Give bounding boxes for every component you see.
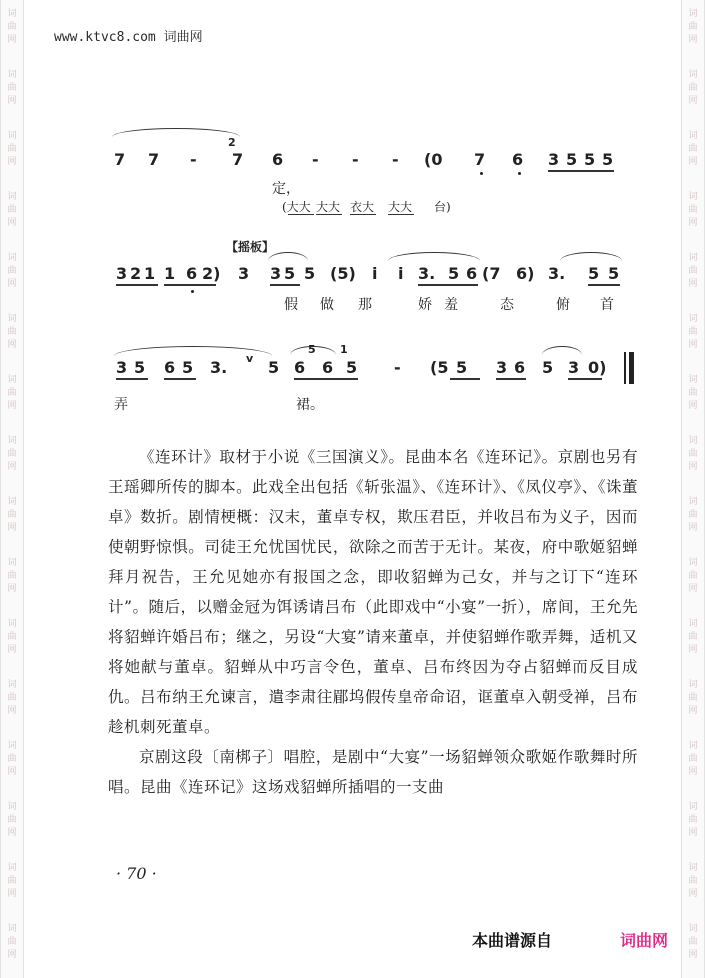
tempo-mark: 【摇板】: [226, 240, 275, 254]
dash: -: [394, 358, 401, 377]
note: 7: [114, 150, 126, 169]
dash: -: [352, 150, 359, 169]
note: (5: [430, 358, 449, 377]
watermark-text: 词 曲 网: [7, 558, 17, 594]
watermark-text: 词 曲 网: [688, 375, 698, 411]
underline: [548, 170, 584, 172]
underline: [450, 378, 480, 380]
tie-arc: [112, 128, 240, 137]
note: 0): [588, 358, 607, 377]
note: 5: [268, 358, 280, 377]
note: 5: [304, 264, 316, 283]
note: (0: [424, 150, 443, 169]
watermark-text: 词 曲 网: [688, 680, 698, 716]
lyric: 态: [500, 297, 514, 313]
note: 3.: [418, 264, 436, 283]
note: 7: [232, 150, 244, 169]
lyric: 俯: [556, 297, 570, 313]
note: 6): [516, 264, 535, 283]
note: 3: [270, 264, 282, 283]
percussion: (大大: [282, 200, 311, 214]
watermark-text: 词 曲 网: [688, 131, 698, 167]
note: 3.: [548, 264, 566, 283]
lyric: 裙。: [296, 397, 324, 413]
watermark-text: 词 曲 网: [7, 802, 17, 838]
lyric: 那: [358, 297, 372, 313]
percussion: 台): [434, 200, 451, 214]
note: 7: [148, 150, 160, 169]
watermark-text: 词 曲 网: [688, 497, 698, 533]
lyric: 羞: [444, 297, 458, 313]
dash: -: [190, 150, 197, 169]
low-dot: [191, 290, 194, 293]
lyric: 首: [600, 297, 614, 313]
watermark-text: 词 曲 网: [7, 70, 17, 106]
note: 3: [238, 264, 250, 283]
note: 6: [294, 358, 306, 377]
tie-arc: [388, 252, 480, 261]
underline: [164, 378, 196, 380]
body-text: [108, 442, 638, 802]
note: 2): [202, 264, 221, 283]
underline: [388, 214, 414, 215]
watermark-text: 词 曲 网: [688, 741, 698, 777]
page-number: · 70 ·: [116, 864, 157, 883]
watermark-text: 词 曲 网: [7, 314, 17, 350]
note: 5: [608, 264, 620, 283]
note: (7: [482, 264, 501, 283]
note: 5: [448, 264, 460, 283]
watermark-text: 词 曲 网: [7, 9, 17, 45]
barline-thick: [629, 352, 634, 384]
underline: [588, 284, 620, 286]
watermark-text: 词 曲 网: [7, 375, 17, 411]
watermark-text: 词 曲 网: [688, 70, 698, 106]
watermark-text: 词 曲 网: [7, 863, 17, 899]
watermark-text: 词 曲 网: [7, 741, 17, 777]
note: 3: [116, 264, 128, 283]
underline: [584, 170, 614, 172]
watermark-text: 词 曲 网: [688, 863, 698, 899]
note: 6: [186, 264, 198, 283]
watermark-text: 词 曲 网: [688, 924, 698, 960]
underline: [294, 378, 358, 380]
watermark-text: 词 曲 网: [7, 192, 17, 228]
note: 6: [322, 358, 334, 377]
note: 1: [144, 264, 156, 283]
lyric: 弄: [114, 397, 128, 413]
watermark-text: 词 曲 网: [688, 558, 698, 594]
note: 3: [116, 358, 128, 377]
note: 7: [474, 150, 486, 169]
note: i: [372, 264, 378, 283]
tie-arc: [542, 346, 582, 355]
underline: [496, 378, 526, 380]
underline: [350, 214, 376, 215]
watermark-text: 词 曲 网: [7, 680, 17, 716]
note: 6: [514, 358, 526, 377]
percussion: 大大: [388, 200, 413, 214]
note: 1: [164, 264, 176, 283]
note: 6: [164, 358, 176, 377]
dash: -: [312, 150, 319, 169]
note: 3: [548, 150, 560, 169]
note: 5: [588, 264, 600, 283]
footer-source-label: 本曲谱源自: [472, 931, 553, 950]
footer-brand: 词曲网: [620, 931, 669, 950]
underline: [270, 284, 300, 286]
note: 5: [542, 358, 554, 377]
watermark-text: 词 曲 网: [688, 314, 698, 350]
lyric: 定，: [272, 181, 300, 197]
underline: [164, 284, 216, 286]
dash: -: [392, 150, 399, 169]
watermark-text: 词 曲 网: [7, 924, 17, 960]
note: 6: [512, 150, 524, 169]
underline: [418, 284, 478, 286]
note: 2: [130, 264, 142, 283]
low-dot: [480, 172, 483, 175]
watermark-text: 词 曲 网: [7, 619, 17, 655]
note: 3.: [210, 358, 228, 377]
watermark-text: 词 曲 网: [7, 497, 17, 533]
lyric: 娇: [418, 297, 432, 313]
low-dot: [518, 172, 521, 175]
watermark-text: 词 曲 网: [688, 253, 698, 289]
watermark-text: 词 曲 网: [7, 436, 17, 472]
underline: [116, 378, 148, 380]
note: 5: [566, 150, 578, 169]
note: (5): [330, 264, 356, 283]
grace-note: 1: [340, 343, 348, 356]
watermark-text: 词 曲 网: [688, 9, 698, 45]
note: 5: [182, 358, 194, 377]
paragraph: 《连环计》取材于小说《三国演义》。昆曲本名《连环记》。京剧也另有王瑶卿所传的脚本。此戏全出包括《斩张温》、《连环计》、《凤仪亭》、《诛董卓》数折。剧情梗概：汉末，董卓专权，欺压君臣，并收吕布为义子，因而使朝野惊惧。司徒王允忧国忧民，欲除之而苦于无计。某夜，府中歌姬貂蝉拜月祝告，王允见她亦有报国之念，即收貂蝉为己女，并与之订下“连环计”。随后，以赠金冠为饵诱请吕布（此即戏中“小宴”一折），席间，王允先将貂蝉许婚吕布；继之，另设“大宴”请来董卓，并使貂蝉作歌弄舞，适机又将她献与董卓。貂蝉从中巧言令色，董卓、吕布终因为夺占貂蝉而反目成仇。吕布纳王允谏言，遣李肃往郿坞假传皇帝命诏，诓董卓入朝受禅，吕布趁机刺死董卓。: [108, 448, 638, 736]
percussion: 大大: [316, 200, 341, 214]
note: 5: [284, 264, 296, 283]
watermark-text: 词 曲 网: [7, 131, 17, 167]
site-url: www.ktvc8.com 词曲网: [54, 30, 203, 45]
barline-thin: [624, 352, 626, 384]
note: 5: [346, 358, 358, 377]
watermark-text: 词 曲 网: [7, 253, 17, 289]
paragraph: 京剧这段〔南梆子〕唱腔，是剧中“大宴”一场貂蝉领众歌姬作歌舞时所唱。昆曲《连环记》这场戏貂蝉所插唱的一支曲: [108, 748, 638, 796]
note: 3: [568, 358, 580, 377]
tie-arc: [268, 252, 308, 261]
note: 5: [134, 358, 146, 377]
tie-arc: [560, 252, 622, 261]
note: 5: [584, 150, 596, 169]
lyric: 做: [320, 297, 334, 313]
note: 3: [496, 358, 508, 377]
underline: [116, 284, 158, 286]
note: 6: [466, 264, 478, 283]
note: 6: [272, 150, 284, 169]
watermark-text: 词 曲 网: [688, 436, 698, 472]
music-score: [0, 0, 705, 430]
watermark-text: 词 曲 网: [688, 802, 698, 838]
percussion: 衣大: [350, 200, 375, 214]
breath-mark: v: [246, 352, 254, 365]
note: 5: [456, 358, 468, 377]
underline: [288, 214, 314, 215]
watermark-text: 词 曲 网: [688, 619, 698, 655]
lyric: 假: [284, 297, 298, 313]
underline: [568, 378, 602, 380]
underline: [316, 214, 342, 215]
note: 5: [602, 150, 614, 169]
note: i: [398, 264, 404, 283]
watermark-text: 词 曲 网: [688, 192, 698, 228]
grace-note: 2: [228, 136, 236, 149]
grace-note: 5: [308, 343, 316, 356]
